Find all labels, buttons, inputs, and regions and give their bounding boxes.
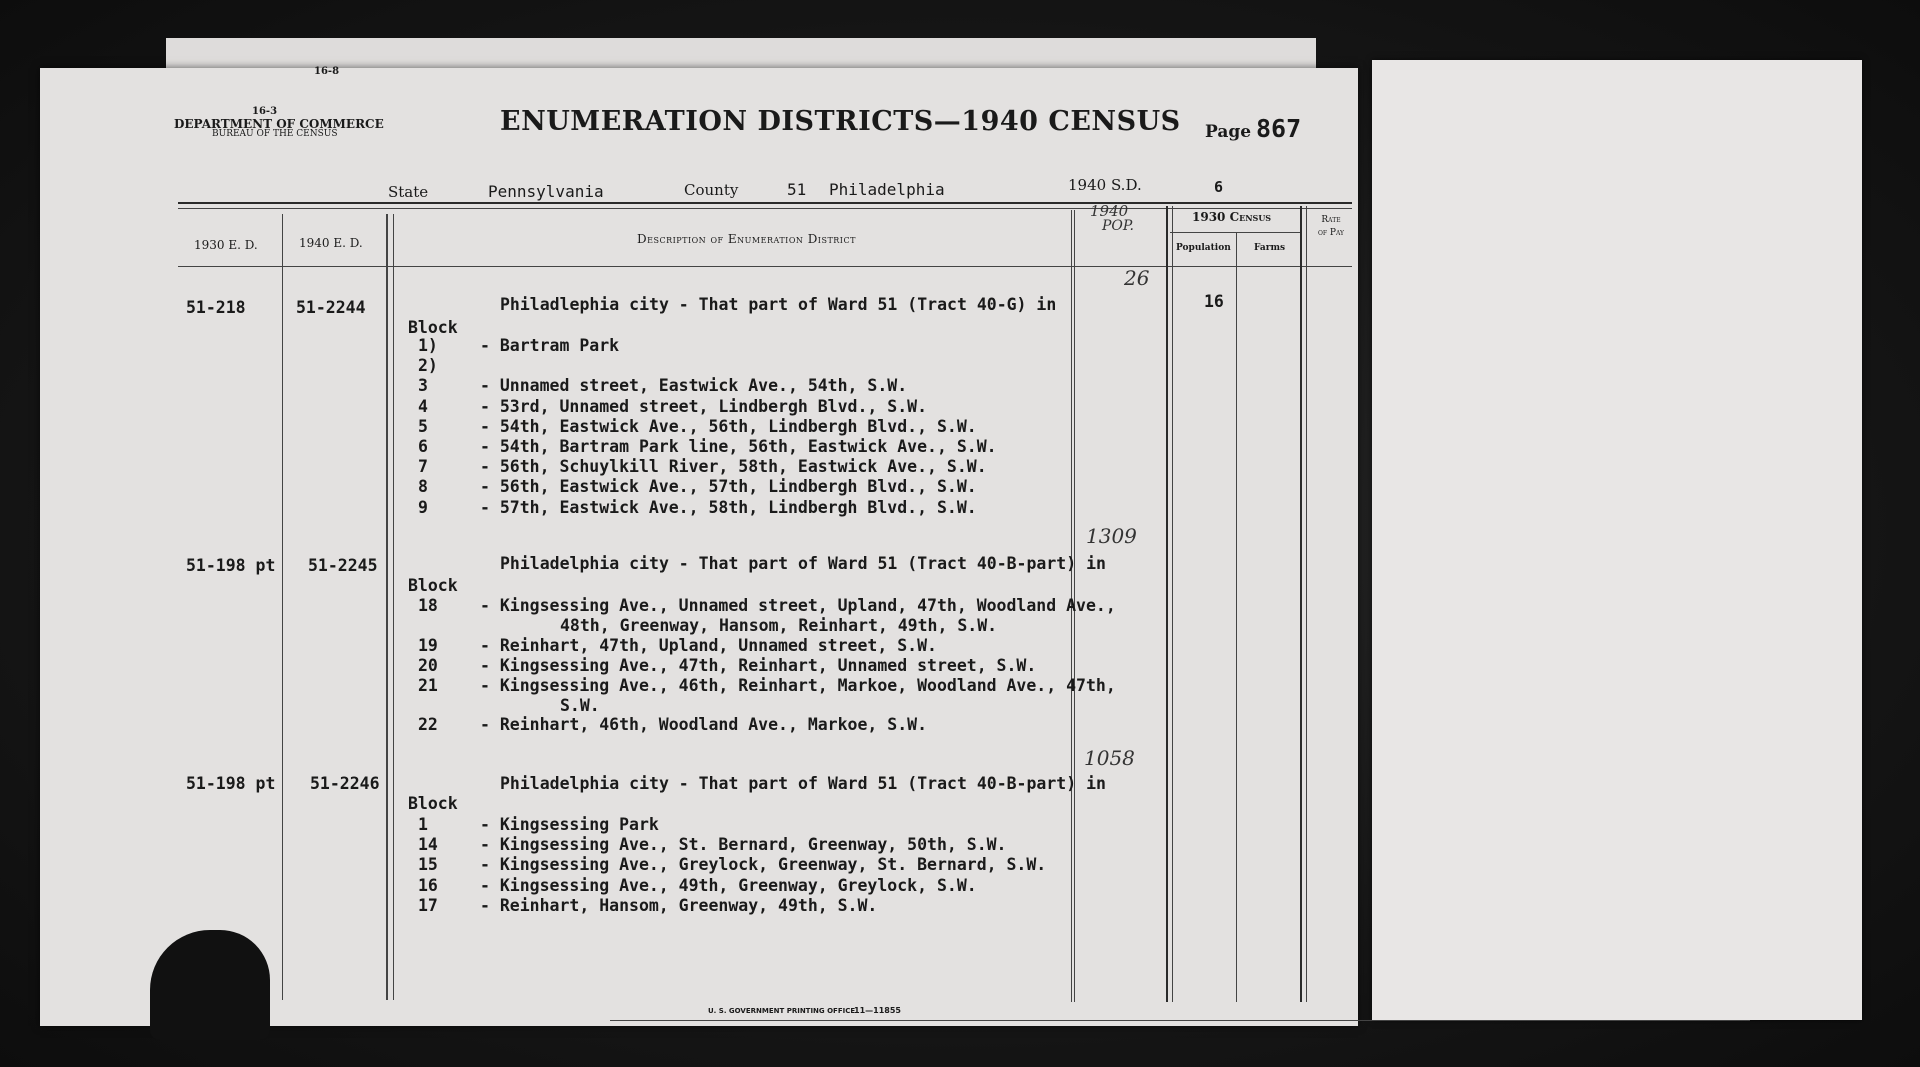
district-1-pop-1930: 16 bbox=[1204, 292, 1224, 311]
block-description: - Kingsessing Ave., 46th, Reinhart, Markoe, Woodland Ave., 47th, bbox=[480, 675, 1116, 695]
block-number: 18 bbox=[418, 596, 438, 615]
footer-printer: U. S. GOVERNMENT PRINTING OFFICE bbox=[708, 1007, 856, 1015]
header-bottom-rule bbox=[178, 266, 1352, 267]
block-description: - Kingsessing Park bbox=[480, 815, 659, 834]
block-description: - 57th, Eastwick Ave., 58th, Lindbergh Blvd., S.W. bbox=[480, 497, 977, 517]
block-description: - Kingsessing Ave., Greylock, Greenway, St. Bernard, S.W. bbox=[480, 855, 1047, 875]
block-description: - 54th, Eastwick Ave., 56th, Lindbergh Blvd., S.W. bbox=[480, 416, 977, 436]
page-number: 867 bbox=[1256, 114, 1302, 143]
shadow-blot bbox=[150, 930, 270, 1040]
col-rule-1940ed-2 bbox=[393, 214, 394, 1000]
block-description: - Reinhart, 47th, Upland, Unnamed street, S.W. bbox=[480, 635, 937, 655]
block-number: 9 bbox=[418, 497, 428, 517]
county-value: Philadelphia bbox=[829, 180, 945, 199]
block-number: 16 bbox=[418, 875, 438, 895]
district-2-block-label: Block bbox=[408, 576, 458, 595]
block-number: 4 bbox=[418, 396, 428, 416]
block-number: 19 bbox=[418, 635, 438, 655]
district-3-ed-1940: 51-2246 bbox=[310, 774, 380, 793]
county-code: 51 bbox=[787, 180, 807, 199]
state-value: Pennsylvania bbox=[488, 182, 604, 201]
pop-note: POP. bbox=[1102, 218, 1134, 234]
block-number: 17 bbox=[418, 895, 438, 915]
district-2-ed-1930: 51-198 pt bbox=[186, 556, 276, 575]
block-number: 1 bbox=[418, 815, 428, 834]
district-3-ed-1930: 51-198 pt bbox=[186, 774, 276, 793]
block-number: 14 bbox=[418, 835, 438, 855]
col-rule-farms bbox=[1236, 232, 1237, 1002]
district-2-ed-1940: 51-2245 bbox=[308, 556, 378, 575]
block-description: S.W. bbox=[560, 695, 600, 715]
bureau-name: BUREAU OF THE CENSUS bbox=[212, 129, 338, 139]
block-number: 2) bbox=[418, 356, 438, 376]
col-rule-rate-2 bbox=[1306, 206, 1307, 1002]
block-description: - Bartram Park bbox=[480, 336, 620, 355]
district-3-block-label: Block bbox=[408, 794, 458, 813]
table-bottom-rule bbox=[610, 1020, 1750, 1021]
district-2-description: Philadelphia city - That part of Ward 51 (Tract 40-B-part) in bbox=[500, 554, 1106, 573]
block-number: 22 bbox=[418, 715, 438, 735]
block-number: 5 bbox=[418, 416, 428, 436]
block-description: - Kingsessing Ave., 49th, Greenway, Greylock, S.W. bbox=[480, 875, 977, 895]
header-farms: Farms bbox=[1254, 243, 1286, 253]
facing-page bbox=[1372, 60, 1862, 1020]
block-number: 3 bbox=[418, 376, 428, 396]
district-1-ed-1930: 51-218 bbox=[186, 298, 246, 317]
district-1-block-label: Block bbox=[408, 318, 458, 337]
block-number: 21 bbox=[418, 675, 438, 695]
block-description: - Kingsessing Ave., Unnamed street, Upland, 47th, Woodland Ave., bbox=[480, 596, 1116, 615]
state-label: State bbox=[388, 183, 429, 201]
form-number-top: 16-8 bbox=[314, 66, 340, 77]
block-number: 20 bbox=[418, 655, 438, 675]
block-description: - 53rd, Unnamed street, Lindbergh Blvd., S.W. bbox=[480, 396, 928, 416]
block-number: 8 bbox=[418, 477, 428, 497]
block-description: - 56th, Eastwick Ave., 57th, Lindbergh Blvd., S.W. bbox=[480, 477, 977, 497]
county-label: County bbox=[684, 181, 739, 199]
col-rule-rate bbox=[1300, 206, 1302, 1002]
header-description: Description of Enumeration District bbox=[637, 232, 856, 246]
district-1-pop-1940: 26 bbox=[1124, 266, 1150, 290]
form-number: 16-3 bbox=[252, 106, 278, 117]
block-description: - Kingsessing Ave., 47th, Reinhart, Unnamed street, S.W. bbox=[480, 655, 1037, 675]
col-rule-census bbox=[1166, 206, 1168, 1002]
block-description: 48th, Greenway, Hansom, Reinhart, 49th, S.W. bbox=[560, 615, 998, 635]
department-name: DEPARTMENT OF COMMERCE bbox=[174, 117, 384, 131]
header-1930-census: 1930 Census bbox=[1192, 210, 1272, 224]
block-description: - 54th, Bartram Park line, 56th, Eastwick Ave., S.W. bbox=[480, 437, 997, 456]
header-1930-ed: 1930 E. D. bbox=[194, 238, 258, 252]
header-rate-of-pay: Rate of Pay bbox=[1317, 215, 1345, 238]
block-number: 15 bbox=[418, 855, 438, 875]
block-description: - 56th, Schuylkill River, 58th, Eastwick Ave., S.W. bbox=[480, 457, 987, 477]
page-label: Page bbox=[1205, 122, 1252, 142]
district-2-pop-1940: 1309 bbox=[1086, 524, 1137, 548]
block-description: - Reinhart, Hansom, Greenway, 49th, S.W. bbox=[480, 895, 878, 915]
block-number: 1) bbox=[418, 336, 438, 355]
sd-label: 1940 S.D. bbox=[1068, 176, 1142, 194]
sd-value: 6 bbox=[1214, 178, 1224, 196]
district-3-pop-1940: 1058 bbox=[1084, 746, 1135, 770]
district-1-ed-1940: 51-2244 bbox=[296, 298, 366, 317]
block-description: - Kingsessing Ave., St. Bernard, Greenway, 50th, S.W. bbox=[480, 835, 1007, 855]
header-1940-ed: 1940 E. D. bbox=[299, 236, 363, 250]
table-top-rule bbox=[178, 202, 1352, 204]
form-title: ENUMERATION DISTRICTS—1940 CENSUS bbox=[500, 106, 1181, 137]
district-3-description: Philadelphia city - That part of Ward 51 (Tract 40-B-part) in bbox=[500, 774, 1106, 793]
block-description: - Reinhart, 46th, Woodland Ave., Markoe, S.W. bbox=[480, 715, 928, 735]
block-number: 7 bbox=[418, 457, 428, 477]
col-rule-census-2 bbox=[1172, 206, 1173, 1002]
block-number: 6 bbox=[418, 437, 428, 456]
block-description: - Unnamed street, Eastwick Ave., 54th, S.W. bbox=[480, 376, 908, 396]
table-top-rule-2 bbox=[178, 208, 1352, 209]
col-rule-1940ed bbox=[386, 214, 388, 1000]
district-1-description: Philadlephia city - That part of Ward 51 (Tract 40-G) in bbox=[500, 295, 1057, 314]
footer-code: 11—11855 bbox=[854, 1006, 901, 1015]
pop-note-year: 1940 bbox=[1090, 202, 1129, 220]
col-rule-1930ed bbox=[282, 214, 283, 1000]
header-population: Population bbox=[1176, 243, 1231, 253]
